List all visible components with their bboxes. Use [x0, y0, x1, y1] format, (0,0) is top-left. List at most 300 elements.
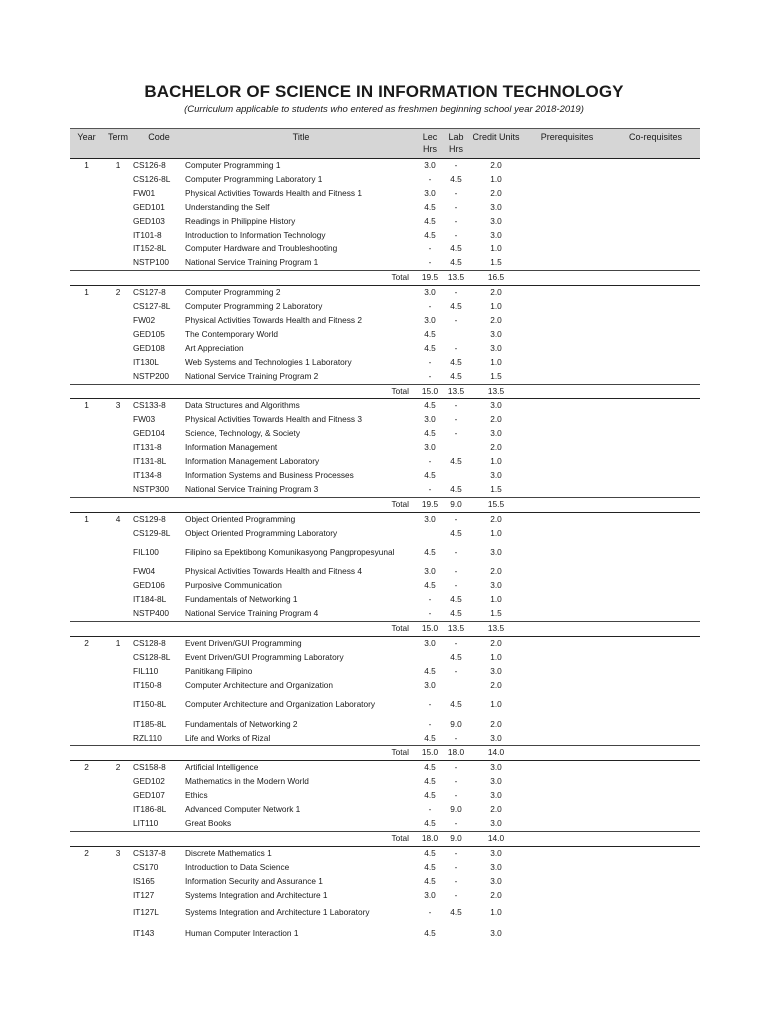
course-code-cell: IT130L: [133, 356, 159, 367]
course-title-cell: National Service Training Program 2: [185, 370, 319, 381]
credit-units-cell: 2.0: [490, 187, 502, 198]
course-row: [70, 215, 700, 229]
course-code-cell: IT134-8: [133, 469, 162, 480]
course-code-cell: IT152-8L: [133, 243, 167, 254]
course-code-cell: IT131-8L: [133, 456, 167, 467]
credit-units-cell: 2.0: [490, 889, 502, 900]
corequisites-cell: [611, 370, 700, 384]
course-title-cell: Computer Programming 2 Laboratory: [185, 301, 323, 312]
prerequisites-cell: [523, 512, 611, 526]
year-cell: [70, 314, 103, 328]
term-cell: 3: [115, 847, 121, 858]
corequisites-cell: [611, 761, 700, 775]
course-code-cell: IT185-8L: [133, 718, 167, 729]
credit-units-cell: 1.5: [490, 608, 502, 619]
prerequisites-cell: [523, 229, 611, 243]
total-lec-cell: 19.5: [417, 497, 443, 512]
course-code-cell: CS129-8L: [133, 527, 171, 538]
lec-hrs-cell: 3.0: [424, 187, 436, 198]
term-cell: [103, 579, 133, 593]
lab-hrs-cell: -: [454, 414, 458, 425]
prerequisites-cell: [523, 413, 611, 427]
corequisites-cell: [611, 469, 700, 483]
col-prereq-header: Prerequisites: [523, 129, 611, 159]
lec-hrs-cell: 4.5: [424, 469, 436, 480]
table-body: [70, 159, 700, 945]
year-cell: 2: [84, 762, 89, 773]
lec-hrs-cell: 4.5: [424, 580, 436, 591]
year-cell: [70, 469, 103, 483]
lec-hrs-cell: 3.0: [424, 566, 436, 577]
year-cell: [70, 889, 103, 903]
credit-units-cell: 3.0: [490, 547, 502, 558]
course-code-cell: IT184-8L: [133, 594, 167, 605]
course-title-cell: Purposive Communication: [185, 580, 282, 591]
corequisites-cell: [611, 399, 700, 413]
prerequisites-cell: [523, 817, 611, 831]
year-cell: 1: [84, 400, 89, 411]
lab-hrs-cell: [443, 679, 469, 693]
lec-hrs-cell: 4.5: [424, 732, 436, 743]
year-cell: [70, 215, 103, 229]
corequisites-cell: [611, 817, 700, 831]
corequisites-cell: [611, 187, 700, 201]
credit-units-cell: 2.0: [490, 513, 502, 524]
course-row: [70, 328, 700, 342]
corequisites-cell: [611, 328, 700, 342]
prerequisites-cell: [523, 679, 611, 693]
term-cell: [103, 718, 133, 732]
lab-hrs-cell: 4.5: [450, 301, 462, 312]
prerequisites-cell: [523, 565, 611, 579]
prerequisites-cell: [523, 923, 611, 944]
prerequisites-cell: [523, 803, 611, 817]
lec-hrs-cell: [417, 527, 443, 541]
lab-hrs-cell: -: [454, 762, 458, 773]
term-cell: [103, 679, 133, 693]
total-label: Total: [70, 271, 417, 286]
year-cell: [70, 483, 103, 497]
prerequisites-cell: [523, 342, 611, 356]
lec-hrs-cell: -: [428, 906, 432, 917]
prerequisites-cell: [523, 732, 611, 746]
lec-hrs-cell: 4.5: [424, 201, 436, 212]
credit-units-cell: 3.0: [490, 201, 502, 212]
course-title-cell: National Service Training Program 3: [185, 483, 319, 494]
course-row: [70, 775, 700, 789]
lab-hrs-cell: -: [454, 229, 458, 240]
course-title-cell: Introduction to Data Science: [185, 861, 290, 872]
course-title-cell: Object Oriented Programming Laboratory: [185, 527, 338, 538]
credit-units-cell: 2.0: [490, 414, 502, 425]
lab-hrs-cell: -: [454, 847, 458, 858]
year-cell: [70, 817, 103, 831]
corequisites-cell: [611, 775, 700, 789]
prerequisites-cell: [523, 861, 611, 875]
course-row: [70, 342, 700, 356]
course-title-cell: Information Security and Assurance 1: [185, 875, 323, 886]
year-cell: [70, 455, 103, 469]
term-cell: 2: [115, 762, 121, 773]
corequisites-cell: [611, 384, 700, 399]
total-lab-cell: 18.0: [443, 746, 469, 761]
year-cell: [70, 187, 103, 201]
term-cell: [103, 693, 133, 718]
term-cell: [103, 889, 133, 903]
col-code-header: Code: [133, 129, 185, 159]
prerequisites-cell: [523, 579, 611, 593]
prerequisites-cell: [523, 356, 611, 370]
course-title-cell: Filipino sa Epektibong Komunikasyong Pangpropesyunal: [185, 547, 395, 558]
prerequisites-cell: [523, 427, 611, 441]
lec-hrs-cell: -: [428, 243, 432, 254]
corequisites-cell: [611, 314, 700, 328]
term-cell: [103, 527, 133, 541]
corequisites-cell: [611, 540, 700, 565]
lec-hrs-cell: 3.0: [424, 513, 436, 524]
course-row: [70, 173, 700, 187]
course-code-cell: GED101: [133, 201, 165, 212]
term-cell: [103, 427, 133, 441]
lab-hrs-cell: 4.5: [450, 527, 462, 538]
prerequisites-cell: [523, 159, 611, 173]
course-title-cell: National Service Training Program 1: [185, 257, 319, 268]
lec-hrs-cell: 3.0: [424, 287, 436, 298]
term-cell: 3: [115, 400, 121, 411]
year-cell: [70, 902, 103, 923]
term-cell: [103, 469, 133, 483]
corequisites-cell: [611, 622, 700, 637]
credit-units-cell: 2.0: [490, 718, 502, 729]
total-units-cell: 14.0: [469, 746, 523, 761]
lec-hrs-cell: -: [428, 356, 432, 367]
lec-hrs-cell: 4.5: [424, 342, 436, 353]
credit-units-cell: 2.0: [490, 314, 502, 325]
lec-hrs-cell: 4.5: [424, 817, 436, 828]
total-units-cell: 13.5: [469, 622, 523, 637]
lec-hrs-cell: 4.5: [424, 875, 436, 886]
year-cell: [70, 593, 103, 607]
total-lab-cell: 9.0: [443, 497, 469, 512]
prerequisites-cell: [523, 314, 611, 328]
course-title-cell: Physical Activities Towards Health and Fitness 3: [185, 414, 362, 425]
course-code-cell: CS126-8: [133, 160, 166, 170]
course-title-cell: Computer Programming Laboratory 1: [185, 173, 323, 184]
credit-units-cell: 3.0: [490, 342, 502, 353]
corequisites-cell: [611, 565, 700, 579]
prerequisites-cell: [523, 831, 611, 846]
lab-hrs-cell: -: [454, 160, 458, 170]
corequisites-cell: [611, 923, 700, 944]
term-cell: [103, 342, 133, 356]
lec-hrs-cell: 3.0: [424, 314, 436, 325]
term-cell: [103, 314, 133, 328]
year-cell: [70, 607, 103, 621]
lec-hrs-cell: 4.5: [424, 229, 436, 240]
course-title-cell: Object Oriented Programming: [185, 513, 296, 524]
prerequisites-cell: [523, 399, 611, 413]
lab-hrs-cell: [443, 441, 469, 455]
course-title-cell: Information Management Laboratory: [185, 456, 320, 467]
lec-hrs-cell: -: [428, 594, 432, 605]
prerequisites-cell: [523, 201, 611, 215]
course-code-cell: CS126-8L: [133, 173, 171, 184]
course-code-cell: IT150-8: [133, 679, 162, 690]
credit-units-cell: 3.0: [490, 665, 502, 676]
corequisites-cell: [611, 483, 700, 497]
credit-units-cell: 3.0: [490, 776, 502, 787]
course-title-cell: Science, Technology, & Society: [185, 428, 300, 439]
course-title-cell: The Contemporary World: [185, 328, 278, 339]
course-title-cell: Systems Integration and Architecture 1 Laboratory: [185, 906, 370, 917]
lec-hrs-cell: 3.0: [424, 679, 436, 690]
course-code-cell: CS127-8L: [133, 301, 171, 312]
course-code-cell: FW04: [133, 566, 156, 577]
course-title-cell: Introduction to Information Technology: [185, 229, 326, 240]
course-row: [70, 637, 700, 651]
lec-hrs-cell: -: [428, 699, 432, 710]
corequisites-cell: [611, 173, 700, 187]
lab-hrs-cell: -: [454, 776, 458, 787]
lec-hrs-cell: -: [428, 301, 432, 312]
year-cell: 2: [84, 638, 89, 648]
prerequisites-cell: [523, 483, 611, 497]
year-cell: [70, 775, 103, 789]
course-row: [70, 201, 700, 215]
term-cell: [103, 665, 133, 679]
col-term-header: Term: [103, 129, 133, 159]
lab-hrs-cell: -: [454, 732, 458, 743]
credit-units-cell: 1.0: [490, 527, 502, 538]
prerequisites-cell: [523, 761, 611, 775]
year-cell: [70, 370, 103, 384]
prerequisites-cell: [523, 328, 611, 342]
course-row: [70, 607, 700, 621]
prerequisites-cell: [523, 242, 611, 256]
course-title-cell: Mathematics in the Modern World: [185, 776, 309, 787]
lec-hrs-cell: -: [428, 257, 432, 268]
corequisites-cell: [611, 732, 700, 746]
lab-hrs-cell: 4.5: [450, 594, 462, 605]
lec-hrs-cell: 4.5: [424, 790, 436, 801]
course-title-cell: Fundamentals of Networking 1: [185, 594, 298, 605]
year-cell: [70, 328, 103, 342]
course-row: [70, 693, 700, 718]
course-title-cell: Physical Activities Towards Health and Fitness 1: [185, 187, 362, 198]
corequisites-cell: [611, 902, 700, 923]
course-code-cell: FW03: [133, 414, 156, 425]
total-label: Total: [70, 497, 417, 512]
course-code-cell: IT143: [133, 927, 155, 938]
term-cell: [103, 242, 133, 256]
corequisites-cell: [611, 593, 700, 607]
credit-units-cell: 1.0: [490, 699, 502, 710]
year-cell: [70, 565, 103, 579]
course-code-cell: IT127: [133, 889, 155, 900]
term-total-row: [70, 831, 700, 846]
year-cell: [70, 427, 103, 441]
credit-units-cell: 3.0: [490, 400, 502, 411]
corequisites-cell: [611, 846, 700, 860]
lec-hrs-cell: 4.5: [424, 665, 436, 676]
total-lec-cell: 15.0: [417, 746, 443, 761]
corequisites-cell: [611, 242, 700, 256]
col-lec-header: Lec Hrs: [417, 129, 443, 159]
credit-units-cell: 1.5: [490, 483, 502, 494]
term-total-row: [70, 384, 700, 399]
course-code-cell: GED108: [133, 342, 165, 353]
course-row: [70, 593, 700, 607]
term-cell: [103, 789, 133, 803]
course-title-cell: Artificial Intelligence: [185, 762, 259, 773]
term-cell: [103, 441, 133, 455]
year-cell: [70, 300, 103, 314]
lec-hrs-cell: -: [428, 173, 432, 184]
year-cell: [70, 651, 103, 665]
prerequisites-cell: [523, 271, 611, 286]
course-code-cell: NSTP400: [133, 608, 169, 619]
lec-hrs-cell: -: [428, 804, 432, 815]
prerequisites-cell: [523, 469, 611, 483]
lec-hrs-cell: 4.5: [424, 776, 436, 787]
prerequisites-cell: [523, 593, 611, 607]
lab-hrs-cell: [443, 469, 469, 483]
course-code-cell: GED107: [133, 790, 165, 801]
col-lab-header: Lab Hrs: [443, 129, 469, 159]
credit-units-cell: 3.0: [490, 328, 502, 339]
course-row: [70, 483, 700, 497]
total-lec-cell: 15.0: [417, 384, 443, 399]
term-cell: 2: [115, 287, 121, 298]
course-row: [70, 761, 700, 775]
corequisites-cell: [611, 693, 700, 718]
prerequisites-cell: [523, 384, 611, 399]
lab-hrs-cell: -: [454, 400, 458, 411]
course-row: [70, 370, 700, 384]
course-row: [70, 718, 700, 732]
credit-units-cell: 1.0: [490, 594, 502, 605]
course-title-cell: Physical Activities Towards Health and Fitness 2: [185, 314, 362, 325]
course-title-cell: Physical Activities Towards Health and Fitness 4: [185, 566, 362, 577]
prerequisites-cell: [523, 286, 611, 300]
course-row: [70, 651, 700, 665]
prerequisites-cell: [523, 902, 611, 923]
credit-units-cell: 3.0: [490, 732, 502, 743]
prerequisites-cell: [523, 789, 611, 803]
course-title-cell: Event Driven/GUI Programming: [185, 638, 302, 648]
lec-hrs-cell: -: [428, 370, 432, 381]
table-header-row: [70, 129, 700, 159]
term-cell: [103, 732, 133, 746]
year-cell: [70, 875, 103, 889]
course-row: [70, 527, 700, 541]
course-row: [70, 314, 700, 328]
prerequisites-cell: [523, 497, 611, 512]
course-row: [70, 159, 700, 173]
credit-units-cell: 3.0: [490, 861, 502, 872]
year-cell: 1: [84, 287, 89, 298]
course-row: [70, 469, 700, 483]
lab-hrs-cell: 4.5: [450, 651, 462, 662]
lab-hrs-cell: -: [454, 875, 458, 886]
lab-hrs-cell: -: [454, 790, 458, 801]
course-row: [70, 579, 700, 593]
term-cell: [103, 300, 133, 314]
year-cell: [70, 201, 103, 215]
course-code-cell: CS128-8L: [133, 651, 171, 662]
year-cell: [70, 679, 103, 693]
year-cell: [70, 923, 103, 944]
lec-hrs-cell: [417, 651, 443, 665]
course-title-cell: Great Books: [185, 817, 232, 828]
course-row: [70, 356, 700, 370]
course-title-cell: Computer Programming 1: [185, 160, 281, 170]
course-title-cell: Advanced Computer Network 1: [185, 804, 301, 815]
credit-units-cell: 3.0: [490, 790, 502, 801]
corequisites-cell: [611, 718, 700, 732]
credit-units-cell: 3.0: [490, 428, 502, 439]
lec-hrs-cell: 3.0: [424, 414, 436, 425]
term-cell: [103, 923, 133, 944]
year-cell: [70, 579, 103, 593]
year-cell: [70, 256, 103, 270]
lab-hrs-cell: -: [454, 817, 458, 828]
credit-units-cell: 1.5: [490, 370, 502, 381]
prerequisites-cell: [523, 775, 611, 789]
term-total-row: [70, 271, 700, 286]
lab-hrs-cell: -: [454, 638, 458, 648]
term-cell: [103, 356, 133, 370]
course-row: [70, 923, 700, 944]
course-title-cell: Web Systems and Technologies 1 Laboratory: [185, 356, 352, 367]
course-row: [70, 565, 700, 579]
lec-hrs-cell: -: [428, 456, 432, 467]
course-row: [70, 256, 700, 270]
course-title-cell: Event Driven/GUI Programming Laboratory: [185, 651, 344, 662]
course-row: [70, 229, 700, 243]
course-row: [70, 413, 700, 427]
lab-hrs-cell: -: [454, 187, 458, 198]
prerequisites-cell: [523, 746, 611, 761]
credit-units-cell: 1.0: [490, 243, 502, 254]
lab-hrs-cell: -: [454, 566, 458, 577]
lab-hrs-cell: 4.5: [450, 456, 462, 467]
term-total-row: [70, 497, 700, 512]
course-row: [70, 455, 700, 469]
lab-hrs-cell: 4.5: [450, 699, 462, 710]
corequisites-cell: [611, 651, 700, 665]
lec-hrs-cell: 4.5: [424, 927, 436, 938]
document-subtitle: (Curriculum applicable to students who entered as freshmen beginning school year 2018-2019): [184, 104, 584, 115]
prerequisites-cell: [523, 718, 611, 732]
course-title-cell: Life and Works of Rizal: [185, 732, 271, 743]
course-title-cell: Computer Programming 2: [185, 287, 281, 298]
curriculum-table: [70, 128, 700, 944]
course-title-cell: Computer Architecture and Organization Laboratory: [185, 699, 376, 710]
year-cell: [70, 173, 103, 187]
course-title-cell: Discrete Mathematics 1: [185, 847, 272, 858]
prerequisites-cell: [523, 187, 611, 201]
lec-hrs-cell: -: [428, 718, 432, 729]
term-cell: [103, 328, 133, 342]
course-code-cell: NSTP100: [133, 257, 169, 268]
lab-hrs-cell: 4.5: [450, 483, 462, 494]
total-lab-cell: 13.5: [443, 271, 469, 286]
course-row: [70, 399, 700, 413]
term-cell: 1: [115, 638, 121, 648]
course-row: [70, 846, 700, 860]
total-label: Total: [70, 622, 417, 637]
